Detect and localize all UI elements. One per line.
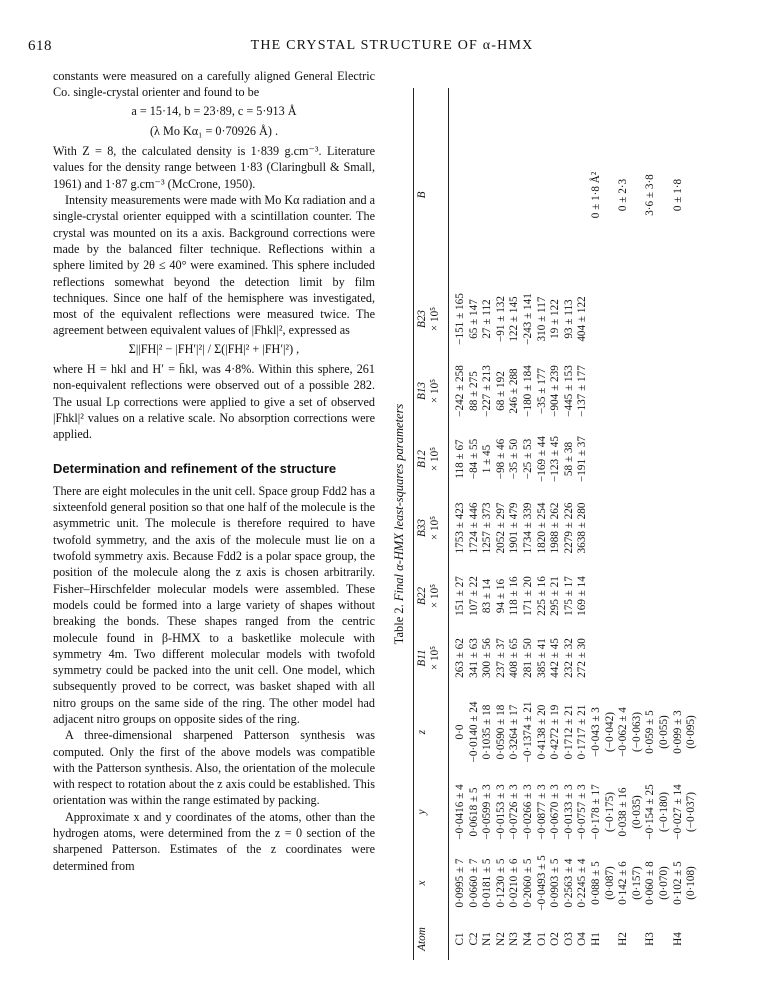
table-cell: 107 ± 22: [467, 576, 480, 616]
table-cell: 0·0995 ± 7: [454, 858, 466, 908]
table-cell: [672, 284, 686, 354]
table-cell-calculated: (0·087): [603, 866, 616, 900]
table-cell: 0·1230 ± 5: [494, 858, 507, 908]
table-cell: 0·4138 ± 20: [535, 704, 548, 760]
table-cell-calculated: [685, 428, 699, 490]
table-cell-calculated: (−0·180): [657, 792, 670, 832]
table-cell: −35 ± 177: [535, 368, 548, 415]
table-cell: [536, 120, 550, 270]
table-cell: C2: [467, 932, 480, 946]
table-cell: [617, 628, 631, 688]
table-cell: 0·2563 ± 4: [562, 858, 575, 908]
table-cell: [468, 120, 482, 270]
table-cell-calculated: [685, 918, 699, 960]
table-cell: [617, 356, 631, 426]
page-number: 618: [28, 38, 52, 54]
table-cell: −0·178 ± 17: [589, 784, 602, 840]
table-cell: [590, 284, 604, 354]
column-header: [416, 628, 446, 688]
table-cell-calculated: [631, 566, 645, 626]
column-header-label: B12: [416, 449, 428, 469]
table-cell: 1901 ± 479: [508, 502, 521, 554]
table-cell: −0·0133 ± 3: [562, 784, 575, 840]
table-cell: 88 ± 275: [467, 371, 480, 411]
table-rule-top: [413, 88, 414, 960]
table-cell: 0 ± 2·3: [617, 178, 630, 212]
table-column-x: [416, 850, 698, 916]
table-cell: 0·2060 ± 5: [521, 858, 534, 908]
paragraph: There are eight molecules in the unit cell. Space group Fdd2 has a sixteenfold general position so that one half of the molecule is the asymmetric unit. The molecule is therefore required to have twofold symmetry, and the axis of the molecule must lie on a twofold symmetry axis. Because Fdd2 is a polar space group, the position of the molecule along the z axis is chosen arbitrarily. Fisher–Hirschfelder molecular models were assembled. These models could be formed into a large variety of shapes without breaking the bonds. These shapes ranged from the centric molecule found in β-HMX to a basketlike molecule with symmetry 4m. Two different molecular models with twofold symmetry could be packed into the unit cell. One model, which subsequently proved to be correct, was basket shaped with all nitro groups on the same side of the ring. The other model had adjacent nitro groups on opposite sides of the ring.: [53, 483, 375, 726]
section-heading: Determination and refinement of the structure: [53, 460, 337, 476]
table-cell: H2: [617, 932, 630, 946]
table-cell-calculated: (0·070): [657, 866, 670, 900]
table-cell: [644, 566, 658, 626]
table-cell: 246 ± 288: [508, 368, 521, 414]
column-header-label: z: [416, 729, 428, 735]
table-cell-calculated: (−0·042): [603, 712, 616, 752]
table-cell: 171 ± 20: [521, 576, 534, 616]
table-cell-calculated: [631, 492, 645, 564]
table-cell: 281 ± 50: [521, 638, 534, 678]
table-cell: 0·059 ± 5: [644, 710, 657, 754]
equation-wavelength: (λ Mo Kα₁ = 0·70926 Å) .: [149, 123, 279, 138]
table-cell: −0·0493 ± 5: [535, 855, 548, 911]
table-cell: −242 ± 258: [454, 365, 466, 417]
table-cell-calculated: [604, 492, 618, 564]
table-cell: −35 ± 50: [508, 438, 521, 480]
table-cell: [644, 356, 658, 426]
table-cell: [672, 566, 686, 626]
table-cell: H4: [671, 932, 684, 946]
running-title: THE CRYSTAL STRUCTURE OF α-HMX: [250, 38, 534, 53]
table-title: Final α-HMX least-squares parameters: [392, 403, 406, 602]
column-header-label: y: [416, 809, 428, 815]
table-cell: −0·062 ± 4: [617, 707, 630, 757]
table-cell-calculated: (−0·175): [603, 792, 616, 832]
table-cell: [672, 628, 686, 688]
table-cell: 122 ± 145: [508, 296, 521, 342]
table-cell: −25 ± 53: [521, 438, 534, 480]
table-cell: −445 ± 153: [562, 365, 575, 417]
table-cell: −0·0140 ± 24: [467, 701, 480, 763]
table-cell: −137 ± 177: [576, 365, 589, 417]
table-cell: 0·060 ± 8: [644, 861, 657, 905]
table-cell: 0·0660 ± 7: [467, 858, 480, 908]
table-cell: 0·1712 ± 21: [562, 704, 575, 760]
table-cell: −0·043 ± 3: [589, 707, 602, 757]
table-cell: −0·1374 ± 21: [521, 701, 534, 763]
table-cell-calculated: [685, 120, 699, 270]
table-cell: −98 ± 46: [494, 438, 507, 480]
table-cell: 0·142 ± 6: [617, 861, 630, 905]
table-cell: −169 ± 44: [535, 436, 548, 483]
table-cell: [576, 120, 590, 270]
table-cell-calculated: [658, 428, 672, 490]
table-cell: −0·0416 ± 4: [454, 784, 466, 840]
table-cell-calculated: (−0·037): [685, 792, 698, 832]
table-cell: −84 ± 55: [467, 438, 480, 480]
table-cell: [508, 120, 522, 270]
table-cell: 310 ± 117: [535, 296, 548, 342]
column-header: [416, 850, 446, 916]
table-cell: −123 ± 45: [549, 436, 562, 483]
table-cell: [617, 284, 631, 354]
table-cell-calculated: (0·095): [685, 715, 698, 749]
table-cell-calculated: [685, 284, 699, 354]
table-cell: [617, 492, 631, 564]
table-cell: 3638 ± 280: [576, 502, 589, 554]
table-cell-calculated: [604, 428, 618, 490]
table-cell-calculated: (0·108): [685, 866, 698, 900]
table-cell-calculated: (0·035): [630, 795, 643, 829]
table-cell-calculated: [604, 356, 618, 426]
table-cell: [590, 492, 604, 564]
table-cell: C1: [454, 932, 466, 946]
table-column-b33: [416, 492, 589, 564]
column-cells: [454, 918, 699, 960]
page-header: [28, 38, 756, 58]
table-cell: [590, 566, 604, 626]
table-cell-calculated: [631, 120, 645, 270]
table-cell: 1724 ± 446: [467, 502, 480, 554]
table-cell: −0·0153 ± 3: [494, 784, 507, 840]
table-cell: 295 ± 21: [549, 576, 562, 616]
table-cell: −227 ± 213: [481, 365, 494, 417]
table-cell: [672, 356, 686, 426]
table-cell: [644, 284, 658, 354]
table-cell: 93 ± 113: [562, 299, 575, 339]
table-cell: 0·038 ± 16: [617, 787, 630, 837]
table-cell: 1988 ± 262: [549, 502, 562, 554]
table-cell: 0·0181 ± 5: [481, 858, 494, 908]
table-cell: 83 ± 14: [481, 578, 494, 614]
table-cell: [454, 120, 468, 270]
table-cell: 0·0590 ± 18: [494, 704, 507, 760]
column-header: [416, 120, 446, 270]
table-cell: [672, 492, 686, 564]
table-cell: 0·0903 ± 5: [549, 858, 562, 908]
table-cell: O3: [562, 932, 575, 946]
table-cell: 118 ± 16: [508, 576, 521, 616]
table-cell: 151 ± 27: [454, 576, 466, 616]
column-header: [416, 566, 446, 626]
column-header-label: x: [416, 880, 428, 886]
table-cell: [644, 428, 658, 490]
table-cell: 404 ± 122: [576, 296, 589, 342]
table-rotated: [392, 88, 752, 960]
column-header-sublabel: × 10⁵: [429, 378, 441, 404]
table-column-b23: [416, 284, 589, 354]
table-cell: [563, 120, 577, 270]
column-cells: [454, 356, 699, 426]
column-cells: [454, 566, 699, 626]
table-cell-calculated: [685, 628, 699, 688]
table-cell: H1: [589, 932, 602, 946]
table-cell: 0·0: [454, 724, 466, 740]
table-cell: [590, 356, 604, 426]
table-cell-calculated: [631, 918, 645, 960]
table-cell: 68 ± 192: [494, 371, 507, 411]
table-cell-calculated: [604, 918, 618, 960]
table-cell-calculated: (−0·063): [630, 712, 643, 752]
table-cell: −904 ± 239: [549, 365, 562, 417]
table-cell: 263 ± 62: [454, 638, 466, 678]
left-column-text: [53, 68, 375, 874]
column-cells: [454, 120, 699, 270]
table-cell: 0·3264 ± 17: [508, 704, 521, 760]
column-cells: [454, 628, 699, 688]
column-cells: [454, 776, 699, 848]
table-column-b11: [416, 628, 589, 688]
table-cell-calculated: [604, 120, 618, 270]
table-cell: −191 ± 37: [576, 436, 589, 483]
table-cell: −0·0877 ± 3: [535, 784, 548, 840]
table-cell: 0·1035 ± 18: [481, 704, 494, 760]
table-cell: 272 ± 30: [576, 638, 589, 678]
equation-cell-constants: a = 15·14, b = 23·89, c = 5·913 Å: [131, 103, 297, 118]
paragraph: With Z = 8, the calculated density is 1·839 g.cm⁻³. Literature values for the density range between 1·83 (Claringbull & Small, 1961) and 1·87 g.cm⁻³ (McCrone, 1950).: [53, 144, 375, 191]
table-cell: O4: [576, 932, 589, 946]
table-cell: −0·0757 ± 3: [576, 784, 589, 840]
table-cell: −180 ± 184: [521, 365, 534, 417]
table-cell: 1753 ± 423: [454, 502, 466, 554]
paragraph: constants were measured on a carefully aligned General Electric Co. single-crystal orienter and found to be: [53, 69, 375, 100]
table-cell: 1820 ± 254: [535, 502, 548, 554]
table-cell: 225 ± 16: [535, 576, 548, 616]
column-header: [416, 776, 446, 848]
table-2: [392, 88, 752, 960]
table-cell: −0·0266 ± 3: [521, 784, 534, 840]
table-cell-calculated: [658, 566, 672, 626]
table-cell: [617, 428, 631, 490]
table-cell: N3: [508, 932, 521, 946]
table-column-b12: [416, 428, 589, 490]
table-cell: [590, 628, 604, 688]
table-cell: [672, 428, 686, 490]
table-cell-calculated: (0·157): [630, 866, 643, 900]
table-cell: 385 ± 41: [535, 638, 548, 678]
table-cell-calculated: [604, 566, 618, 626]
table-cell: 0·099 ± 3: [671, 710, 684, 754]
table-cell-calculated: [658, 492, 672, 564]
table-cell-calculated: [631, 284, 645, 354]
table-cell: 2279 ± 226: [562, 502, 575, 554]
table-rule-header: [448, 88, 449, 960]
table-cell: N4: [521, 932, 534, 946]
column-header: [416, 428, 446, 490]
column-header: [416, 690, 446, 774]
table-cell-calculated: [658, 356, 672, 426]
table-cell: 0·1717 ± 21: [576, 704, 589, 760]
table-column-b13: [416, 356, 589, 426]
table-cell: −91 ± 132: [494, 296, 507, 343]
table-cell: 2052 ± 297: [494, 502, 507, 554]
table-cell: 3·6 ± 3·8: [644, 174, 657, 216]
table-cell: −0·154 ± 25: [644, 784, 657, 840]
table-cell: 0·2245 ± 4: [576, 858, 589, 908]
table-cell: 0·088 ± 5: [589, 861, 602, 905]
table-cell-calculated: [685, 356, 699, 426]
table-cell: 237 ± 37: [494, 638, 507, 678]
table-cell: 1 ± 45: [481, 444, 494, 474]
table-cell: 0·0618 ± 5: [467, 787, 480, 837]
table-cell-calculated: [604, 284, 618, 354]
column-cells: [454, 492, 699, 564]
table-cell: 1257 ± 373: [481, 502, 494, 554]
table-cell: 0 ± 1·8 Å²: [589, 171, 602, 219]
column-header: [416, 356, 446, 426]
table-cell: 341 ± 63: [467, 638, 480, 678]
column-header-sublabel: × 10⁵: [429, 583, 441, 609]
table-cell: 408 ± 65: [508, 638, 521, 678]
table-cell: 27 ± 112: [481, 299, 494, 339]
column-header-sublabel: × 10⁵: [429, 446, 441, 472]
column-cells: [454, 850, 699, 916]
table-cell: 0·0210 ± 6: [508, 858, 521, 908]
column-header-label: B: [416, 191, 428, 199]
table-cell: H3: [644, 932, 657, 946]
paragraph: Approximate x and y coordinates of the atoms, other than the hydrogen atoms, were determined from the z = 0 section of the sharpened Patterson. Estimates of the z coordinates were determined from: [53, 809, 375, 873]
table-cell-calculated: [604, 628, 618, 688]
table-cell: N1: [481, 932, 494, 946]
table-column-y: [416, 776, 698, 848]
table-cell: O2: [549, 932, 562, 946]
paragraph: Intensity measurements were made with Mo Kα radiation and a single-crystal orienter equipped with a scintillation counter. The crystal was mounted on its a axis. Background corrections were made by the balanced filter technique. Reflections within a sphere limited by 2θ ≤ 40° were examined. This sphere included reflections somewhat beyond the detection limit by film techniques. Since one half of the hemisphere was investigated, most of the equivalent reflections were measured twice. The agreement between equivalent values of |Fhkl|², expressed as: [53, 193, 375, 338]
paragraph: A three-dimensional sharpened Patterson synthesis was computed. Only the first of the above models was compatible with the Patterson synthesis. Also, the orientation of the molecule with respect to rotation about the z axis could be established. This orientation was within the range estimated by packing.: [53, 728, 375, 808]
table-cell: 232 ± 32: [562, 638, 575, 678]
table-cell: O1: [535, 932, 548, 946]
table-cell: 0·4272 ± 19: [549, 704, 562, 760]
table-cell: [590, 428, 604, 490]
table-column-z: [416, 690, 698, 774]
table-cell: −0·0599 ± 3: [481, 784, 494, 840]
table-cell: 169 ± 14: [576, 576, 589, 616]
paragraph: where H = hkl and H′ = h̄kl, was 4·8%. Within this sphere, 261 non-equivalent reflections were observed out of a possible 282. The usual Lp corrections were applied to give a set of observed |Fhkl|² values on a relative scale. No absorption corrections were applied.: [53, 362, 375, 442]
table-cell: 300 ± 56: [481, 638, 494, 678]
table-cell-calculated: [658, 918, 672, 960]
column-header-sublabel: × 10⁵: [429, 645, 441, 671]
column-cells: [454, 284, 699, 354]
table-cell: 118 ± 67: [454, 439, 466, 479]
column-header-label: Atom: [416, 927, 428, 951]
equation-agreement: Σ||FH|² − |FH′|²| / Σ(|FH|² + |FH′|²) ,: [128, 341, 300, 356]
table-cell-calculated: [631, 428, 645, 490]
table-cell-calculated: [631, 356, 645, 426]
table-cell-calculated: [631, 628, 645, 688]
column-header: [416, 284, 446, 354]
table-cell: [495, 120, 509, 270]
column-header-label: B13: [416, 381, 428, 401]
table-cell-calculated: [658, 284, 672, 354]
table-cell: 94 ± 16: [494, 578, 507, 614]
column-header-sublabel: × 10⁵: [429, 306, 441, 332]
column-header: [416, 918, 446, 960]
table-cell: −243 ± 141: [521, 293, 534, 345]
table-column-atom: [416, 918, 684, 960]
table-column-b22: [416, 566, 589, 626]
table-cell: [644, 492, 658, 564]
column-header-sublabel: × 10⁵: [429, 515, 441, 541]
table-cell: 58 ± 38: [562, 441, 575, 477]
column-header-label: B23: [416, 309, 428, 329]
table-cell: −0·0726 ± 3: [508, 784, 521, 840]
table-caption: [392, 88, 410, 960]
table-cell: −151 ± 165: [454, 293, 466, 345]
column-header: [416, 492, 446, 564]
column-header-label: B22: [416, 586, 428, 606]
table-cell-calculated: [658, 120, 672, 270]
table-cell: −0·0670 ± 3: [549, 784, 562, 840]
column-cells: [454, 690, 699, 774]
table-cell: [549, 120, 563, 270]
table-cell: [522, 120, 536, 270]
table-cell-calculated: [685, 492, 699, 564]
table-cell: [481, 120, 495, 270]
table-cell: [617, 566, 631, 626]
table-cell: 442 ± 45: [549, 638, 562, 678]
table-cell: 175 ± 17: [562, 576, 575, 616]
table-cell: N2: [494, 932, 507, 946]
table-cell: −0·027 ± 14: [671, 784, 684, 840]
table-cell-calculated: [658, 628, 672, 688]
table-cell: 0 ± 1·8: [671, 178, 684, 212]
table-number: Table 2.: [392, 604, 406, 645]
table-cell-calculated: (0·055): [657, 715, 670, 749]
table-cell: [644, 628, 658, 688]
table-cell-calculated: [685, 566, 699, 626]
table-cell: 0·102 ± 5: [671, 861, 684, 905]
table-cell: 65 ± 147: [467, 299, 480, 339]
column-header-label: B33: [416, 518, 428, 538]
column-header-label: B11: [416, 649, 428, 667]
table-column-b: [416, 120, 684, 270]
table-cell: 1734 ± 339: [521, 502, 534, 554]
column-cells: [454, 428, 699, 490]
table-cell: 19 ± 122: [549, 299, 562, 339]
